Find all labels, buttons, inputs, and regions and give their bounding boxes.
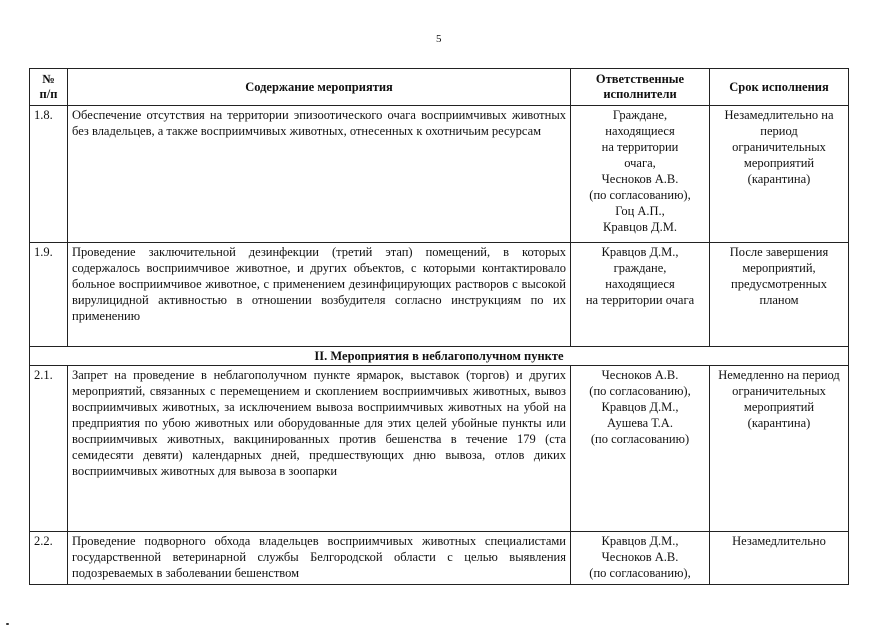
row-term: Незамедлительно	[710, 532, 849, 585]
table-row	[30, 532, 849, 585]
row-content-text: Проведение подворного обхода владельцев восприимчивых животных специалистами государственной ветеринарной службы Белгородской области с целью выявления подозреваемых в заболевании бешенством	[72, 534, 566, 580]
header-num: № п/п	[30, 69, 68, 106]
measures-table	[29, 68, 849, 585]
row-num: 1.8.	[30, 106, 68, 243]
row-term: После завершения мероприятий, предусмотренных планом	[710, 243, 849, 347]
row-responsible: Кравцов Д.М., граждане, находящиеся на территории очага	[571, 243, 710, 347]
scan-mark	[6, 623, 9, 625]
table-row	[30, 243, 849, 347]
row-responsible: Чесноков А.В. (по согласованию), Кравцов Д.М., Аушева Т.А. (по согласованию)	[571, 366, 710, 532]
header-content: Содержание мероприятия	[68, 69, 571, 106]
header-term: Срок исполнения	[710, 69, 849, 106]
section-title: II. Мероприятия в неблагополучном пункте	[30, 347, 849, 366]
header-responsible: Ответственные исполнители	[571, 69, 710, 106]
row-content: Проведение заключительной дезинфекции (третий этап) помещений, в которых содержалось восприимчивое животное, и других объектов, с которыми контактировало больное восприимчивое животное, с применением дезинфицирующих растворов с высокой вирулицидной активностью в отношении возбудителя согласно инструкциям по их применению	[68, 243, 571, 347]
row-num: 1.9.	[30, 243, 68, 347]
row-term: Незамедлительно на период ограничительных мероприятий (карантина)	[710, 106, 849, 243]
page-number: 5	[436, 33, 442, 45]
table-header-row	[30, 69, 849, 106]
row-content: Обеспечение отсутствия на территории эпизоотического очага восприимчивых животных без владельцев, а также восприимчивых животных, отнесенных к охотничьим ресурсам	[68, 106, 571, 243]
table-row	[30, 106, 849, 243]
row-num: 2.2.	[30, 532, 68, 585]
row-content	[68, 532, 571, 585]
section-header-row	[30, 347, 849, 366]
row-responsible: Кравцов Д.М., Чесноков А.В. (по согласованию),	[571, 532, 710, 585]
row-term: Немедленно на период ограничительных мероприятий (карантина)	[710, 366, 849, 532]
row-num: 2.1.	[30, 366, 68, 532]
row-responsible: Граждане, находящиеся на территории очага, Чесноков А.В. (по согласованию), Гоц А.П., Кравцов Д.М.	[571, 106, 710, 243]
row-content: Запрет на проведение в неблагополучном пункте ярмарок, выставок (торгов) и других мероприятий, связанных с перемещением и скоплением восприимчивых животных, вывоз восприимчивых животных, за исключением вывоза восприимчивых животных на убой на предприятия по убою животных или оборудованные для этих целей убойные пункты или восприимчивых животных, вакцинированных против бешенства в течение 179 (ста семидесяти девяти) календарных дней, предшествующих дню вывоза, отлов диких восприимчивых животных для вывоза в зоопарки	[68, 366, 571, 532]
table-row	[30, 366, 849, 532]
